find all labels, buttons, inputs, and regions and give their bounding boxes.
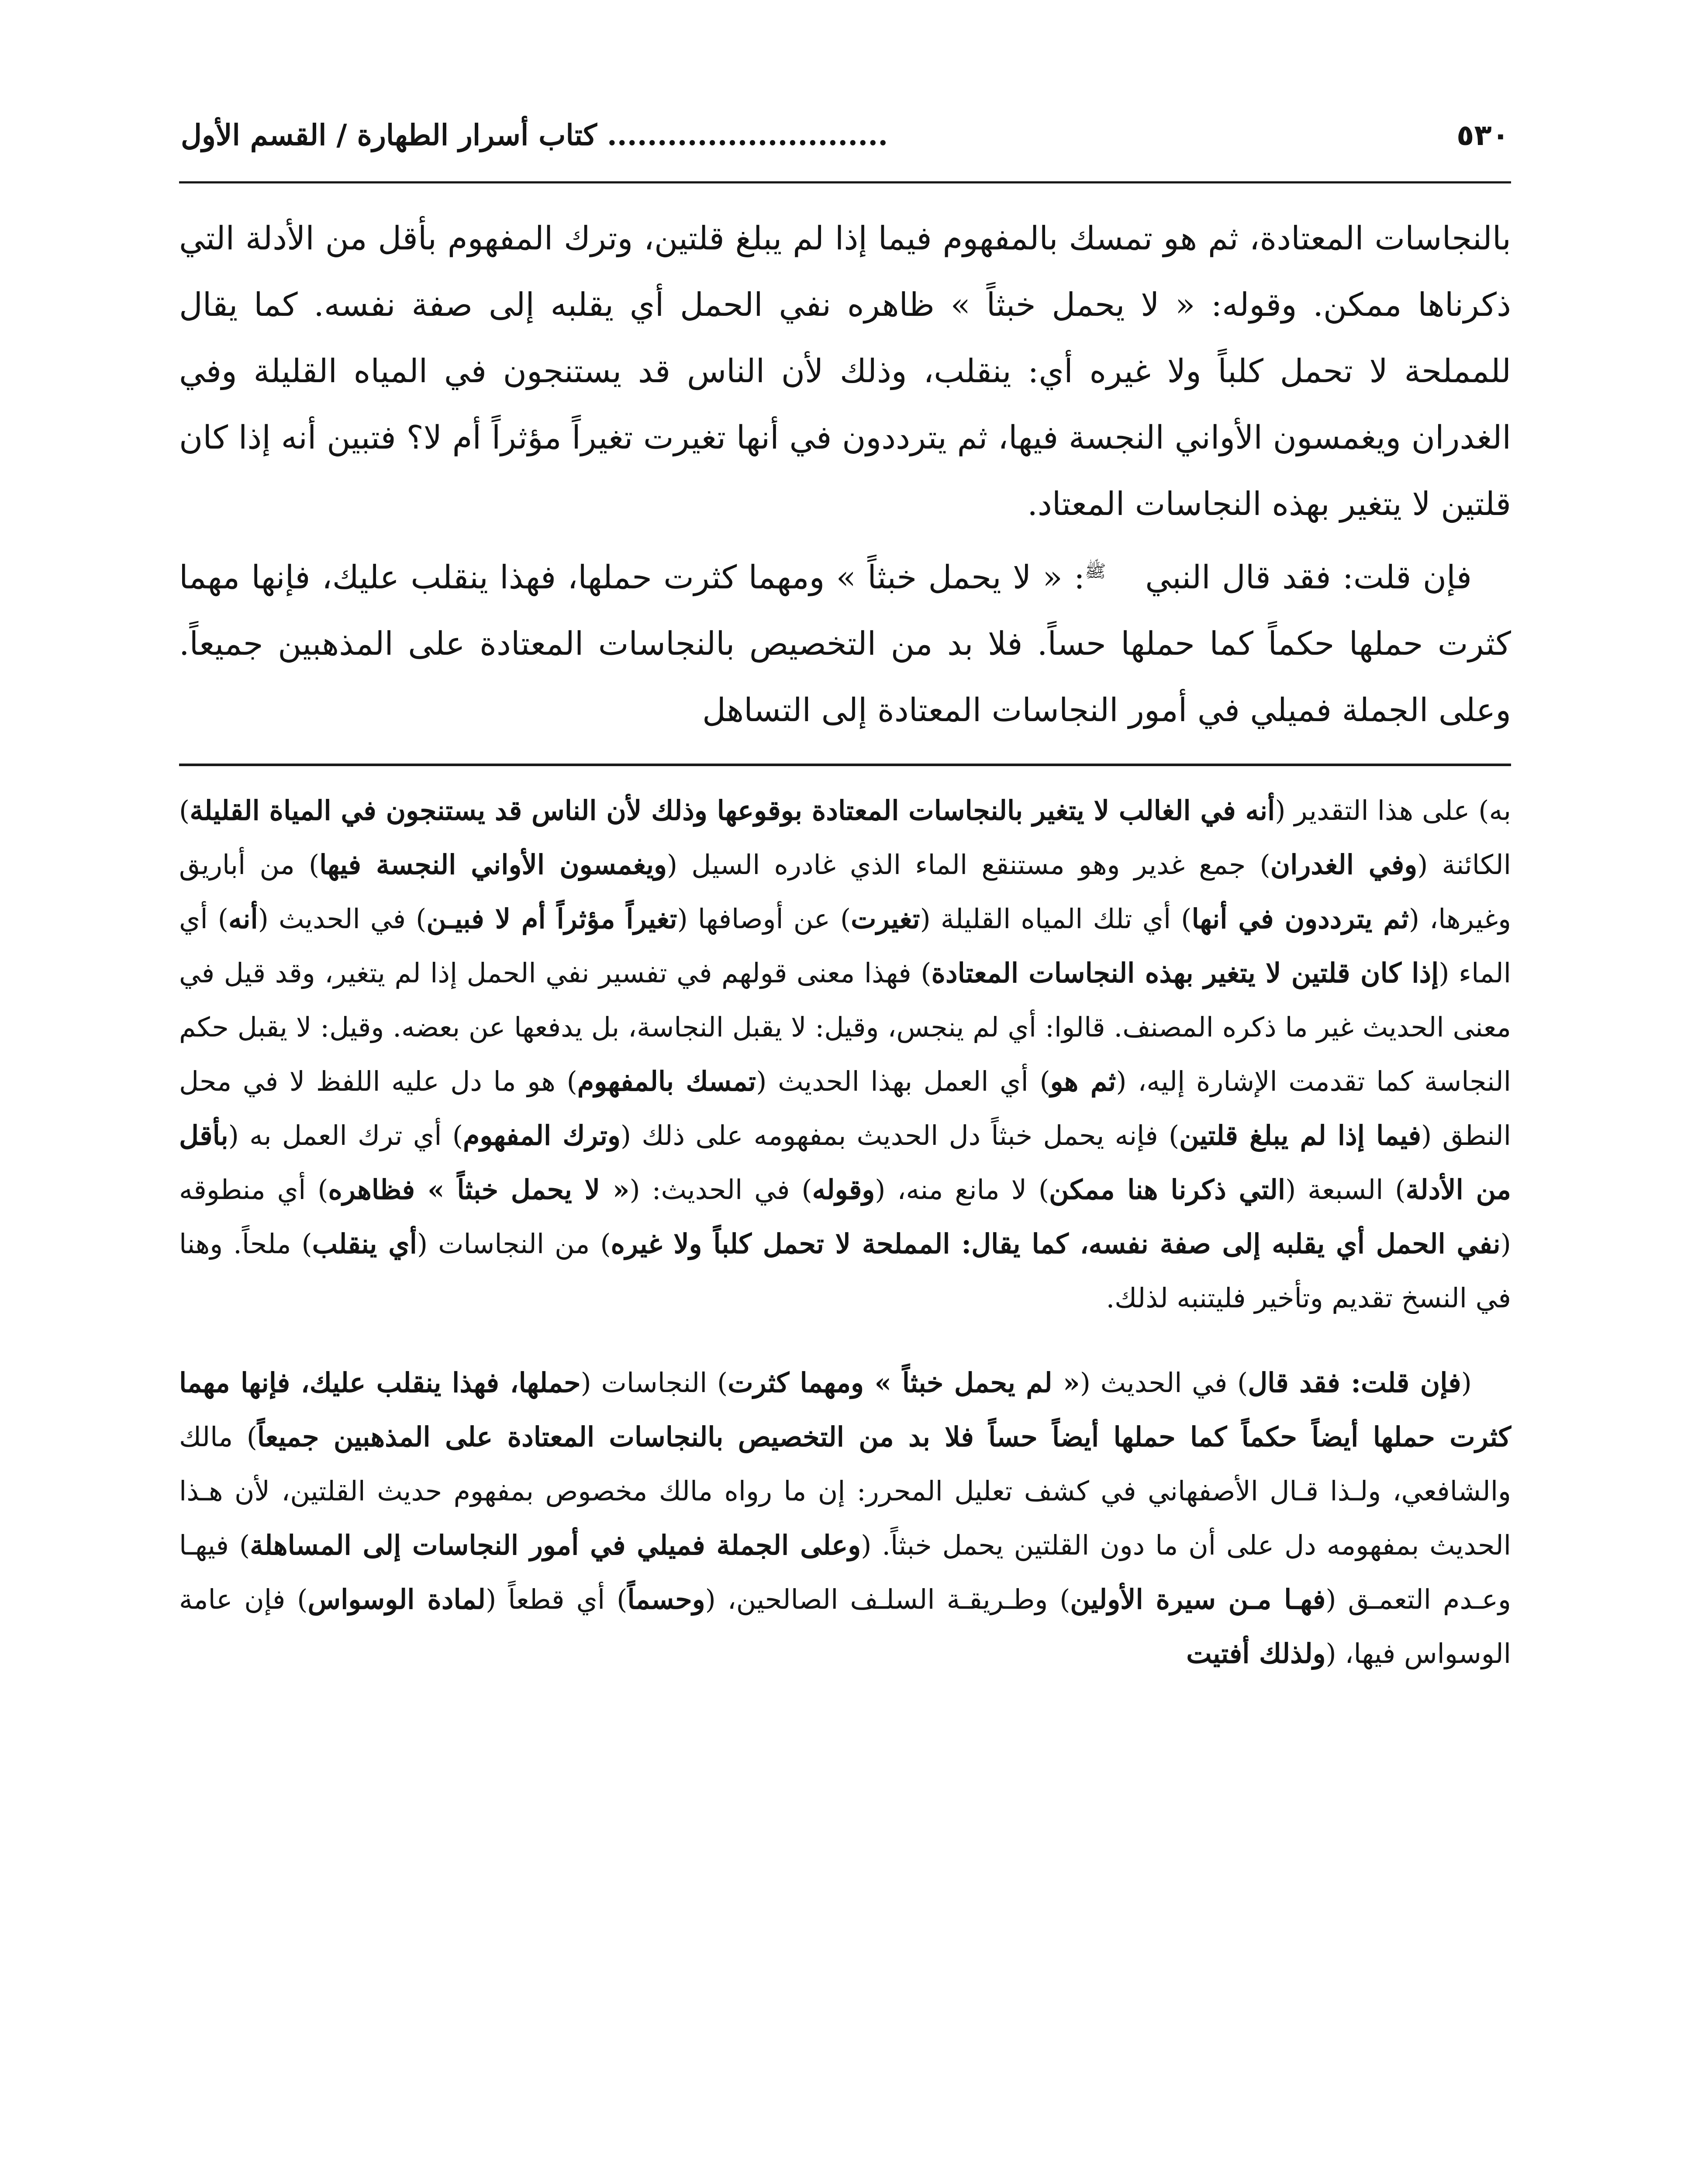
- commentary-text: ) السبعة (: [1285, 1174, 1406, 1206]
- book-page: [179, 118, 1511, 2184]
- commentary-quoted-text: تغيراً مؤثراً أم لا فبيـن: [426, 903, 677, 935]
- commentary-text: ) لا مانع منه، (: [875, 1174, 1049, 1206]
- commentary-text: ) أي ترك العمل به (: [228, 1120, 463, 1151]
- commentary-quoted-text: فهـا مـن سيرة الأولين: [1070, 1583, 1326, 1615]
- commentary-text: ) أي الماء (: [179, 903, 1511, 989]
- commentary-quoted-text: ويغمسون الأواني النجسة فيها: [319, 849, 667, 881]
- commentary: [179, 784, 1511, 1681]
- commentary-quoted-text: أنه في الغالب لا يتغير بالنجاسات المعتادة بوقوعها وذلك لأن الناس قد يستنجون في المياة القليلة: [190, 795, 1275, 826]
- commentary-text: ) فيهـا وعـدم التعمـق (: [179, 1529, 1511, 1615]
- commentary-quoted-text: نفي الحمل أي يقلبه إلى صفة نفسه، كما يقال: المملحة لا تحمل كلباً ولا غيره: [611, 1228, 1501, 1260]
- running-header: [179, 118, 1511, 183]
- running-title: ............................ كتاب أسرار الطهارة / القسم الأول: [181, 118, 888, 152]
- commentary-quoted-text: وفي الغدران: [1270, 849, 1418, 881]
- commentary-quoted-text: لمادة الوسواس: [307, 1583, 486, 1615]
- commentary-text: ) ملحاً. وهنا في النسخ تقديم وتأخير فليتنبه لذلك.: [179, 1228, 1511, 1314]
- commentary-text: ) أي منطوقه (: [179, 1174, 1511, 1260]
- commentary-quoted-text: تغيرت: [851, 903, 920, 935]
- commentary-text: ) عن أوصافها (: [677, 903, 851, 935]
- commentary-text: ) فإن عامة الوسواس فيها، (: [179, 1583, 1511, 1669]
- commentary-quoted-text: إذا كان قلتين لا يتغير بهذه النجاسات المعتادة: [931, 957, 1439, 989]
- commentary-text: ) في الحديث (: [1080, 1367, 1248, 1399]
- commentary-quoted-text: « لم يحمل خبثاً » ومهما كثرت: [728, 1367, 1080, 1399]
- commentary-text: به) على هذا التقدير (: [1275, 795, 1511, 826]
- main-paragraph-2: [179, 544, 1511, 743]
- commentary-quoted-text: تمسك بالمفهوم: [577, 1065, 756, 1097]
- commentary-text: ) مالك والشافعي، ولـذا قـال الأصفهاني في كشف تعليل المحرر: إن ما رواه مالك مخصوص بمفهوم حديث القلتين، لأن هـذا الحديث بمفهومه دل على أن ما دون القلتين يحمل خبثاً. (: [179, 1421, 1511, 1561]
- commentary-text: ) وطـريقـة السلـف الصالحين، (: [705, 1583, 1070, 1615]
- commentary-text: ) النجاسات (: [580, 1367, 728, 1399]
- commentary-text: ) من أباريق وغيرها، (: [179, 849, 1512, 935]
- main-paragraph-1: بالنجاسات المعتادة، ثم هو تمسك بالمفهوم فيما إذا لم يبلغ قلتين، وترك المفهوم بأقل من الأدلة التي ذكرناها ممكن. وقوله: « لا يحمل خبثاً » ظاهره نفي الحمل أي يقلبه إلى صفة نفسه. كما يقال للمملحة لا تحمل كلباً ولا غيره أي: ينقلب، وذلك لأن الناس قد يستنجون في المياه القليلة وفي الغدران ويغمسون الأواني النجسة فيها، ثم يترددون في أنها تغيرت تغيراً مؤثراً أم لا؟ فتبين أنه إذا كان قلتين لا يتغير بهذه النجاسات المعتاد.: [179, 220, 1511, 523]
- main-text: [179, 205, 1511, 743]
- commentary-quoted-text: أي ينقلب: [312, 1228, 417, 1260]
- commentary-paragraph-2: [179, 1356, 1511, 1681]
- commentary-quoted-text: « لا يحمل خبثاً » فظاهره: [328, 1174, 630, 1206]
- commentary-quoted-text: التي ذكرنا هنا ممكن: [1049, 1174, 1286, 1206]
- commentary-quoted-text: فيما إذا لم يبلغ قلتين: [1179, 1120, 1422, 1151]
- commentary-text: (: [1461, 1367, 1472, 1399]
- commentary-quoted-text: وحسماً: [627, 1583, 705, 1615]
- commentary-quoted-text: فإن قلت: فقد قال: [1248, 1367, 1461, 1399]
- commentary-quoted-text: ثم هو: [1050, 1065, 1116, 1097]
- commentary-text: ) أي تلك المياه القليلة (: [920, 903, 1192, 935]
- commentary-text: ) جمع غدير وهو مستنقع الماء الذي غادره السيل (: [666, 849, 1270, 881]
- commentary-quoted-text: وترك المفهوم: [462, 1120, 621, 1151]
- commentary-text: ) في الحديث: (: [629, 1174, 812, 1206]
- commentary-quoted-text: أنه: [228, 903, 258, 935]
- commentary-text: ) الكائنة (: [179, 795, 1511, 881]
- commentary-text: ) فهذا معنى قولهم في تفسير نفي الحمل إذا لم يتغير، وقد قيل في معنى الحديث غير ما ذكره المصنف. قالوا: أي لم ينجس، وقيل: لا يقبل النجاسة، بل يدفعها عن بعضه. وقيل: لا يقبل حكم النجاسة كما تقدمت الإشارة إليه، (: [179, 957, 1512, 1097]
- commentary-text: ) أي قطعاً (: [486, 1583, 628, 1615]
- commentary-quoted-text: وعلى الجملة فميلي في أمور النجاسات إلى المساهلة: [250, 1529, 861, 1561]
- salawat-seal-icon: ﷺ: [1084, 561, 1106, 582]
- commentary-text: ) هو ما دل عليه اللفظ لا في محل النطق (: [179, 1065, 1511, 1151]
- main-paragraph-2-rest: : « لا يحمل خبثاً » ومهما كثرت حملها، فهذا ينقلب عليك، فإنها مهما كثرت حملها حكماً كما حملها حساً. فلا بد من التخصيص بالنجاسات المعتادة على المذهبين جميعاً. وعلى الجملة فميلي في أمور النجاسات المعتادة إلى التساهل: [179, 559, 1511, 729]
- commentary-text: ) أي العمل بهذا الحديث (: [756, 1065, 1050, 1097]
- commentary-quoted-text: ولذلك أفتيت: [1186, 1638, 1326, 1669]
- commentary-text: ) من النجاسات (: [417, 1228, 611, 1260]
- commentary-quoted-text: بأقل من الأدلة: [179, 1120, 1511, 1206]
- commentary-quoted-text: ثم يترددون في أنها: [1191, 903, 1409, 935]
- commentary-text: ) فإنه يحمل خبثاً دل الحديث بمفهومه على ذلك (: [620, 1120, 1180, 1151]
- main-paragraph-2-start: فإن قلت: فقد قال النبي: [1145, 559, 1472, 596]
- page-number: ٥٣٠: [1456, 118, 1509, 152]
- footnote-divider: [179, 764, 1511, 766]
- commentary-quoted-text: حملها، فهذا ينقلب عليك، فإنها مهما كثرت حملها أيضاً حكماً كما حملها أيضاً حساً فلا بد من التخصيص بالنجاسات المعتادة على المذهبين جميعاً: [179, 1367, 1512, 1453]
- commentary-quoted-text: وقوله: [812, 1174, 875, 1206]
- commentary-paragraph-1: [179, 784, 1511, 1325]
- commentary-text: ) في الحديث (: [258, 903, 427, 935]
